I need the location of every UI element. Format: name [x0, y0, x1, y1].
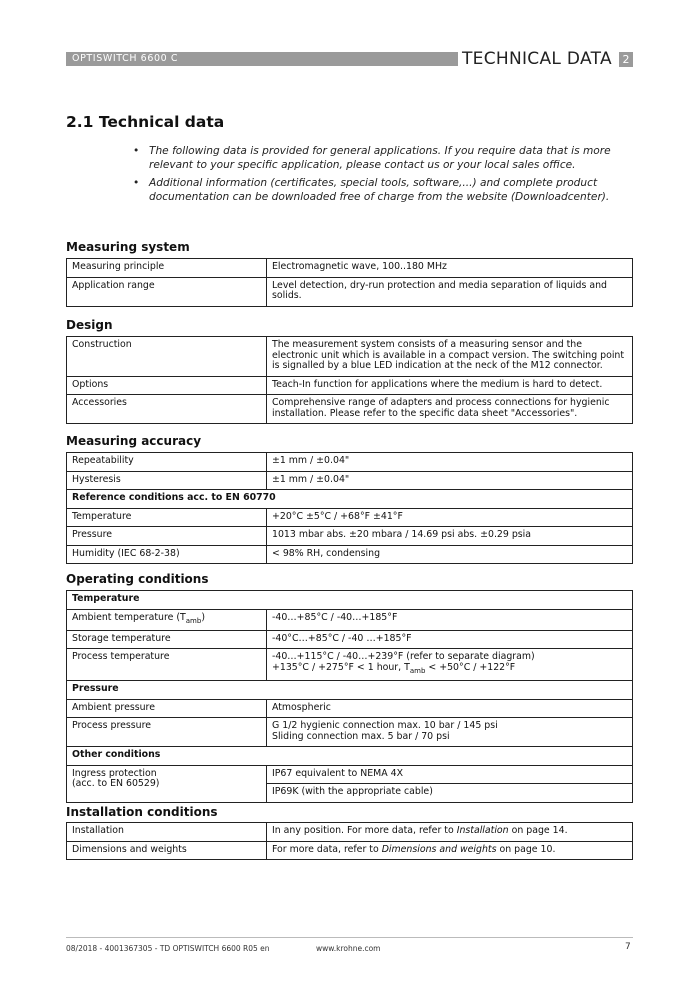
- row-value: The measurement system consists of a measuring sensor and the electronic unit which is available in a compact version. The switching point is signalled by a blue LED indication at the neck of the M12 connector.: [267, 337, 633, 377]
- table-subheader-row: [67, 490, 633, 509]
- section-title-design: Design: [66, 318, 113, 332]
- row-label: Hysteresis: [67, 471, 267, 490]
- row-label: Repeatability: [67, 453, 267, 472]
- section-title-installation-conditions: Installation conditions: [66, 805, 218, 819]
- subheader-temperature: Temperature: [67, 591, 633, 610]
- table-row: [67, 545, 633, 564]
- row-label: Storage temperature: [67, 630, 267, 649]
- intro-bullets: [133, 145, 633, 209]
- row-label: Ambient pressure: [67, 699, 267, 718]
- table-row: [67, 395, 633, 424]
- row-label: [67, 609, 267, 630]
- value-line: G 1/2 hygienic connection max. 10 bar / 145 psi: [272, 720, 498, 732]
- page-title: 2.1 Technical data: [66, 113, 225, 131]
- value-line: [272, 663, 627, 676]
- row-value: Comprehensive range of adapters and process connections for hygienic installation. Please refer to the specific data sheet "Accessories".: [267, 395, 633, 424]
- section-title-operating-conditions: Operating conditions: [66, 572, 209, 586]
- table-row: [67, 699, 633, 718]
- bullet-item: • Additional information (certificates, special tools, software,...) and complete product documentation can be downloaded free of charge from the website (Downloadcenter).: [133, 177, 633, 204]
- table-row: [67, 765, 633, 784]
- table-row: [67, 630, 633, 649]
- row-label: Options: [67, 376, 267, 395]
- table-measuring-accuracy: [66, 452, 633, 564]
- table-row: [67, 841, 633, 860]
- row-label: Application range: [67, 277, 267, 306]
- row-label: [67, 765, 267, 802]
- row-value: [267, 649, 633, 681]
- value-text: on page 10.: [496, 843, 556, 855]
- table-row: [67, 527, 633, 546]
- row-label: Pressure: [67, 527, 267, 546]
- row-value: Level detection, dry-run protection and media separation of liquids and solids.: [267, 277, 633, 306]
- table-row: [67, 259, 633, 278]
- value-line: -40…+115°C / -40…+239°F (refer to separate diagram): [272, 651, 535, 663]
- row-value: [267, 823, 633, 842]
- footer-url[interactable]: www.krohne.com: [316, 944, 381, 953]
- installation-link[interactable]: Installation: [456, 825, 509, 836]
- subheader-pressure: Pressure: [67, 681, 633, 700]
- table-row: [67, 453, 633, 472]
- label-line: (acc. to EN 60529): [72, 778, 160, 790]
- value-text: In any position. For more data, refer to: [272, 825, 457, 836]
- row-value: Atmospheric: [267, 699, 633, 718]
- bullet-item: • The following data is provided for general applications. If you require data that is more relevant to your specific application, please contact us or your local sales office.: [133, 145, 633, 172]
- table-subheader-row: [67, 747, 633, 766]
- row-label: Installation: [67, 823, 267, 842]
- table-row: [67, 277, 633, 306]
- table-row: [67, 823, 633, 842]
- row-value: -40°C…+85°C / -40 …+185°F: [267, 630, 633, 649]
- footer-doc-id: 08/2018 - 4001367305 - TD OPTISWITCH 6600 R05 en: [66, 944, 270, 953]
- header-product: OPTISWITCH 6600 C: [72, 53, 179, 64]
- table-row: [67, 649, 633, 681]
- row-label: Temperature: [67, 508, 267, 527]
- row-label: Construction: [67, 337, 267, 377]
- footer-page-number: 7: [625, 942, 631, 952]
- label-subscript: amb: [185, 616, 202, 625]
- row-value: [267, 841, 633, 860]
- subheader-reference-conditions: Reference conditions acc. to EN 60770: [67, 490, 633, 509]
- label-text: ): [201, 611, 205, 623]
- table-row: [67, 471, 633, 490]
- table-subheader-row: [67, 591, 633, 610]
- table-installation-conditions: [66, 822, 633, 860]
- row-label: Humidity (IEC 68-2-38): [67, 545, 267, 564]
- row-label: Process pressure: [67, 718, 267, 747]
- row-value: IP67 equivalent to NEMA 4X: [267, 765, 633, 784]
- table-row: [67, 376, 633, 395]
- section-title-measuring-system: Measuring system: [66, 240, 190, 254]
- row-value: Electromagnetic wave, 100..180 MHz: [267, 259, 633, 278]
- header-section: TECHNICAL DATA: [462, 49, 612, 69]
- row-label: Accessories: [67, 395, 267, 424]
- table-row: [67, 718, 633, 747]
- row-value: 1013 mbar abs. ±20 mbara / 14.69 psi abs. ±0.29 psia: [267, 527, 633, 546]
- value-text: on page 14.: [508, 825, 568, 836]
- table-subheader-row: [67, 681, 633, 700]
- subheader-other-conditions: Other conditions: [67, 747, 633, 766]
- dimensions-link[interactable]: Dimensions and weights: [381, 843, 497, 855]
- row-value: < 98% RH, condensing: [267, 545, 633, 564]
- value-line: Sliding connection max. 5 bar / 70 psi: [272, 730, 450, 742]
- table-row: [67, 508, 633, 527]
- table-row: [67, 337, 633, 377]
- value-text: < +50°C / +122°F: [425, 661, 516, 673]
- row-label: Process temperature: [67, 649, 267, 681]
- row-label: Measuring principle: [67, 259, 267, 278]
- table-measuring-system: [66, 258, 633, 307]
- row-value: ±1 mm / ±0.04": [267, 453, 633, 472]
- footer-divider: [66, 937, 633, 938]
- row-value: IP69K (with the appropriate cable): [267, 784, 633, 803]
- label-text: Ambient temperature (T: [72, 611, 186, 623]
- table-operating-conditions: [66, 590, 633, 803]
- row-value: +20°C ±5°C / +68°F ±41°F: [267, 508, 633, 527]
- row-value: ±1 mm / ±0.04": [267, 471, 633, 490]
- table-design: [66, 336, 633, 424]
- row-value: -40…+85°C / -40…+185°F: [267, 609, 633, 630]
- row-label: Dimensions and weights: [67, 841, 267, 860]
- row-value: [267, 718, 633, 747]
- value-text: +135°C / +275°F < 1 hour, T: [272, 661, 410, 673]
- row-value: Teach-In function for applications where the medium is hard to detect.: [267, 376, 633, 395]
- value-text: For more data, refer to: [272, 843, 382, 855]
- table-row: [67, 609, 633, 630]
- label-line: Ingress protection: [72, 767, 157, 779]
- section-title-measuring-accuracy: Measuring accuracy: [66, 434, 202, 448]
- header-chapter-badge: 2: [619, 52, 633, 67]
- value-subscript: amb: [409, 666, 426, 675]
